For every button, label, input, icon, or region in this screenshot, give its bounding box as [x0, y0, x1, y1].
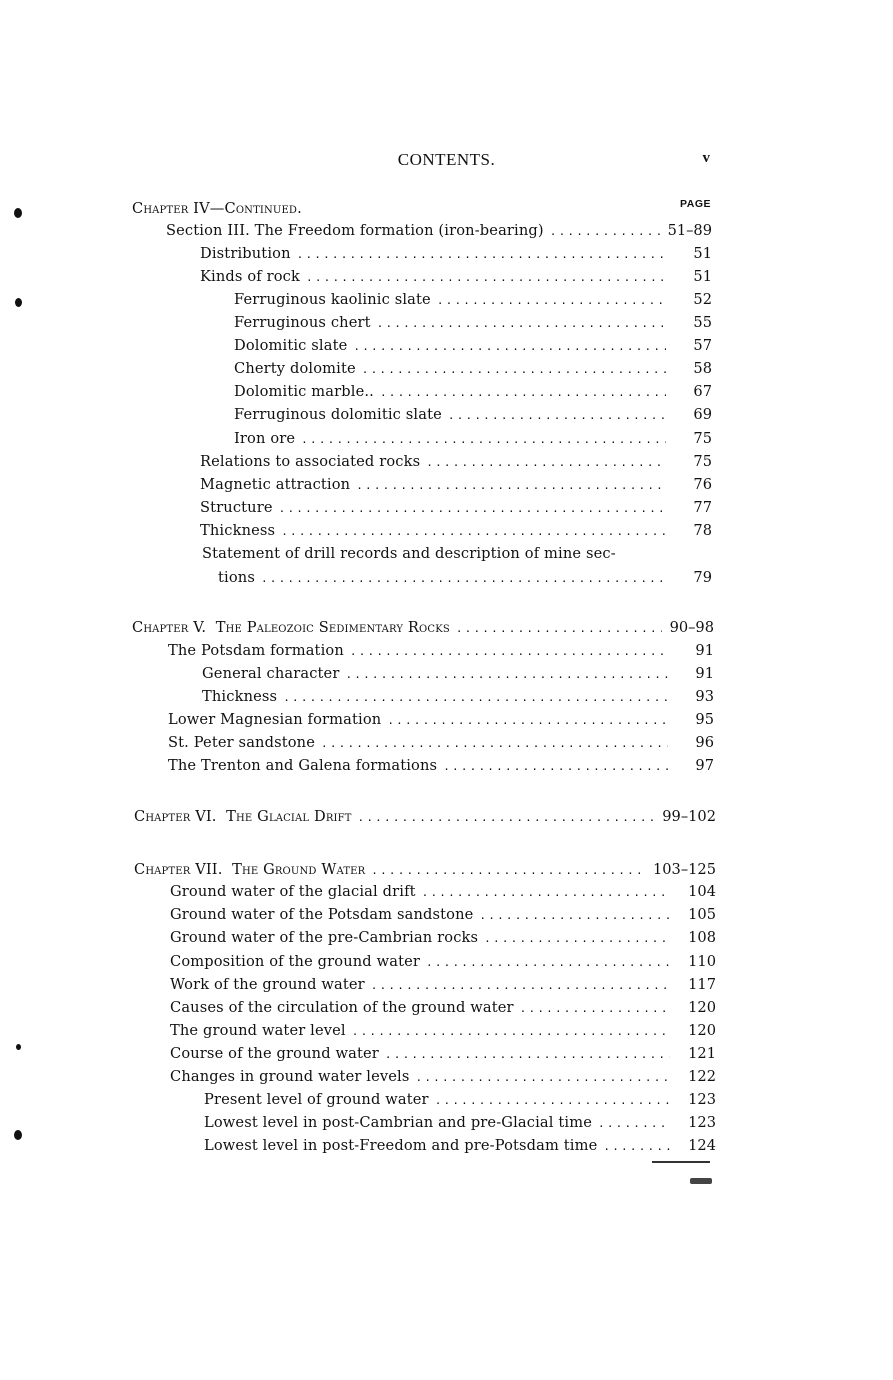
toc-entry-page: 78 — [693, 522, 712, 539]
toc-entry-page: 69 — [693, 406, 712, 423]
toc-entry-page: 108 — [688, 929, 716, 946]
toc-entry — [234, 289, 712, 311]
toc-entry-label: Present level of ground water — [204, 1091, 429, 1108]
toc-entry-label: Ferruginous chert — [234, 314, 371, 331]
dot-leader — [371, 975, 670, 997]
chapter-numeral: VI. — [195, 808, 217, 825]
dot-leader — [353, 336, 666, 358]
toc-entry-label: St. Peter sandstone — [168, 734, 316, 751]
toc-entry — [234, 335, 712, 357]
toc-entry-page: 91 — [695, 665, 714, 682]
dot-leader — [385, 1044, 670, 1066]
toc-entry-page: 117 — [688, 976, 716, 993]
dot-leader — [283, 687, 668, 709]
toc-entry-page: 58 — [693, 360, 712, 377]
toc-entry — [170, 1043, 716, 1065]
toc-entry-label: Statement of drill records and description of mine sec- — [202, 545, 616, 562]
dot-leader — [356, 475, 666, 497]
toc-entry — [202, 543, 682, 565]
toc-entry-page: 97 — [695, 757, 714, 774]
toc-entry — [204, 1135, 716, 1157]
toc-entry-page: 75 — [693, 453, 712, 470]
chapter-name: The Glacial Drift — [226, 808, 352, 825]
toc-entry-label: Magnetic attraction — [200, 476, 351, 493]
margin-blot — [15, 298, 22, 307]
toc-entry — [204, 1089, 716, 1111]
toc-entry-page: 105 — [688, 906, 716, 923]
toc-entry-page: 51–89 — [667, 222, 712, 239]
toc-entry-label: General character — [202, 665, 340, 682]
toc-entry-label: Lowest level in post-Cambrian and pre-Glacial time — [204, 1114, 592, 1131]
toc-entry-label: Cherty dolomite — [234, 360, 356, 377]
toc-entry-label: Dolomitic slate — [234, 337, 348, 354]
dot-leader — [345, 664, 668, 686]
toc-entry-label: Section III. The Freedom formation (iron-bearing) — [166, 222, 544, 239]
toc-entry — [168, 640, 714, 662]
dot-leader — [603, 1136, 670, 1158]
toc-entry-page: 123 — [688, 1091, 716, 1108]
dot-leader — [362, 359, 666, 381]
toc-entry-page: 52 — [693, 291, 712, 308]
toc-entry-page: 120 — [688, 999, 716, 1016]
toc-entry-page: 122 — [688, 1068, 716, 1085]
toc-entry-label: Iron ore — [234, 430, 296, 447]
toc-entry-label: The ground water level — [170, 1022, 346, 1039]
toc-entry — [202, 686, 714, 708]
toc-entry-page: 75 — [693, 430, 712, 447]
toc-entry-page: 120 — [688, 1022, 716, 1039]
scan-smudge — [690, 1178, 712, 1184]
toc-entry-label: Structure — [200, 499, 273, 516]
toc-entry-label: Causes of the circulation of the ground water — [170, 999, 514, 1016]
chapter-page-range: 99–102 — [662, 808, 716, 825]
chapter-page-range: 90–98 — [669, 619, 714, 636]
toc-entry-page: 104 — [688, 883, 716, 900]
margin-blot — [14, 208, 22, 218]
dot-leader — [301, 429, 666, 451]
toc-entry-label: Course of the ground water — [170, 1045, 379, 1062]
toc-entry — [234, 381, 712, 403]
toc-entry-label: The Trenton and Galena formations — [168, 757, 438, 774]
dot-leader — [416, 1067, 670, 1089]
dot-leader — [371, 860, 645, 882]
dot-leader — [281, 521, 666, 543]
toc-entry — [200, 474, 712, 496]
chapter-numeral: V. — [193, 619, 207, 636]
toc-entry-label: Ground water of the glacial drift — [170, 883, 416, 900]
dot-leader — [426, 452, 666, 474]
dot-leader — [321, 733, 668, 755]
toc-entry-label: Changes in ground water levels — [170, 1068, 410, 1085]
toc-entry-label: Ferruginous kaolinic slate — [234, 291, 431, 308]
chapter-name: The Paleozoic Sedimentary Rocks — [215, 619, 450, 636]
toc-entry — [200, 497, 712, 519]
toc-entry — [234, 404, 712, 426]
dot-leader — [350, 641, 668, 663]
page-column-heading: PAGE — [680, 198, 711, 210]
toc-entry — [200, 266, 712, 288]
chapter-title — [132, 617, 456, 639]
dot-leader — [377, 313, 666, 335]
dot-leader — [261, 568, 666, 590]
toc-entry — [202, 663, 714, 685]
chapter-heading — [134, 859, 716, 881]
toc-entry — [168, 755, 714, 777]
running-title: CONTENTS. — [397, 150, 496, 169]
dot-leader — [297, 244, 666, 266]
toc-entry-label: Work of the ground water — [170, 976, 365, 993]
scan-smudge — [652, 1161, 710, 1163]
dot-leader — [387, 710, 668, 732]
toc-entry-page: 110 — [688, 953, 716, 970]
dot-leader — [550, 221, 660, 243]
dot-leader — [426, 952, 670, 974]
dot-leader — [352, 1021, 670, 1043]
toc-entry-label: Dolomitic marble.. — [234, 383, 374, 400]
toc-entry — [170, 927, 716, 949]
toc-entry-page: 96 — [695, 734, 714, 751]
toc-entry-label: Ground water of the Potsdam sandstone — [170, 906, 474, 923]
toc-entry-page: 57 — [693, 337, 712, 354]
toc-entry — [204, 1112, 716, 1134]
toc-entry-label: The Potsdam formation — [168, 642, 344, 659]
toc-entry-page: 124 — [688, 1137, 716, 1154]
chapter-word: Chapter — [134, 861, 191, 878]
toc-entry — [168, 709, 714, 731]
chapter-title — [134, 806, 358, 828]
toc-entry-label: Thickness — [202, 688, 278, 705]
dot-leader — [358, 807, 655, 829]
dot-leader — [443, 756, 668, 778]
toc-entry-label: Thickness — [200, 522, 276, 539]
toc-entry-page: 51 — [693, 245, 712, 262]
toc-entry — [200, 243, 712, 265]
toc-entry-label: Composition of the ground water — [170, 953, 421, 970]
toc-entry-page: 93 — [695, 688, 714, 705]
dot-leader — [484, 928, 670, 950]
toc-entry-page: 91 — [695, 642, 714, 659]
dot-leader — [437, 290, 666, 312]
toc-entry — [168, 732, 714, 754]
toc-entry-page: 121 — [688, 1045, 716, 1062]
dot-leader — [520, 998, 670, 1020]
toc-entry-label: tions — [218, 569, 255, 586]
toc-entry-label: Distribution — [200, 245, 291, 262]
toc-entry — [200, 451, 712, 473]
toc-entry-page: 76 — [693, 476, 712, 493]
toc-entry-page: 67 — [693, 383, 712, 400]
toc-entry — [170, 1020, 716, 1042]
toc-entry — [170, 904, 716, 926]
dot-leader — [422, 882, 670, 904]
dot-leader — [435, 1090, 670, 1112]
dot-leader — [380, 382, 666, 404]
toc-entry — [200, 520, 712, 542]
toc-entry-label: Ferruginous dolomitic slate — [234, 406, 442, 423]
chapter-heading — [134, 806, 716, 828]
toc-entry — [234, 428, 712, 450]
dot-leader — [306, 267, 666, 289]
dot-leader — [479, 905, 670, 927]
toc-entry-page: 51 — [693, 268, 712, 285]
toc-entry-page: 55 — [693, 314, 712, 331]
toc-entry-label: Kinds of rock — [200, 268, 300, 285]
chapter-word: Chapter — [134, 808, 191, 825]
toc-entry — [234, 358, 712, 380]
chapter-numeral: VII. — [195, 861, 223, 878]
toc-entry — [170, 974, 716, 996]
toc-entry — [234, 312, 712, 334]
toc-entry — [170, 881, 716, 903]
toc-entry-page: 95 — [695, 711, 714, 728]
chapter-heading — [132, 198, 532, 220]
toc-entry-label: Lower Magnesian formation — [168, 711, 382, 728]
chapter-page-range: 103–125 — [652, 861, 716, 878]
margin-blot — [16, 1044, 21, 1050]
margin-blot — [14, 1130, 22, 1140]
toc-entry — [218, 567, 712, 589]
toc-entry-page: 79 — [693, 569, 712, 586]
toc-entry-label: Ground water of the pre-Cambrian rocks — [170, 929, 479, 946]
toc-entry-page: 77 — [693, 499, 712, 516]
chapter-word: Chapter — [132, 619, 189, 636]
dot-leader — [279, 498, 666, 520]
dot-leader — [448, 405, 666, 427]
toc-entry-label: Lowest level in post-Freedom and pre-Potsdam time — [204, 1137, 598, 1154]
dot-leader — [598, 1113, 670, 1135]
toc-entry-label: Relations to associated rocks — [200, 453, 421, 470]
toc-entry — [170, 997, 716, 1019]
toc-entry — [170, 1066, 716, 1088]
chapter-title: Chapter IV—Continued. — [132, 200, 302, 217]
page-header — [0, 150, 893, 176]
dot-leader — [456, 618, 662, 640]
toc-entry — [166, 220, 712, 242]
toc-entry — [170, 951, 716, 973]
chapter-title — [134, 859, 371, 881]
page-number: v — [702, 150, 710, 166]
toc-entry-page: 123 — [688, 1114, 716, 1131]
chapter-heading — [132, 617, 714, 639]
chapter-name: The Ground Water — [232, 861, 366, 878]
